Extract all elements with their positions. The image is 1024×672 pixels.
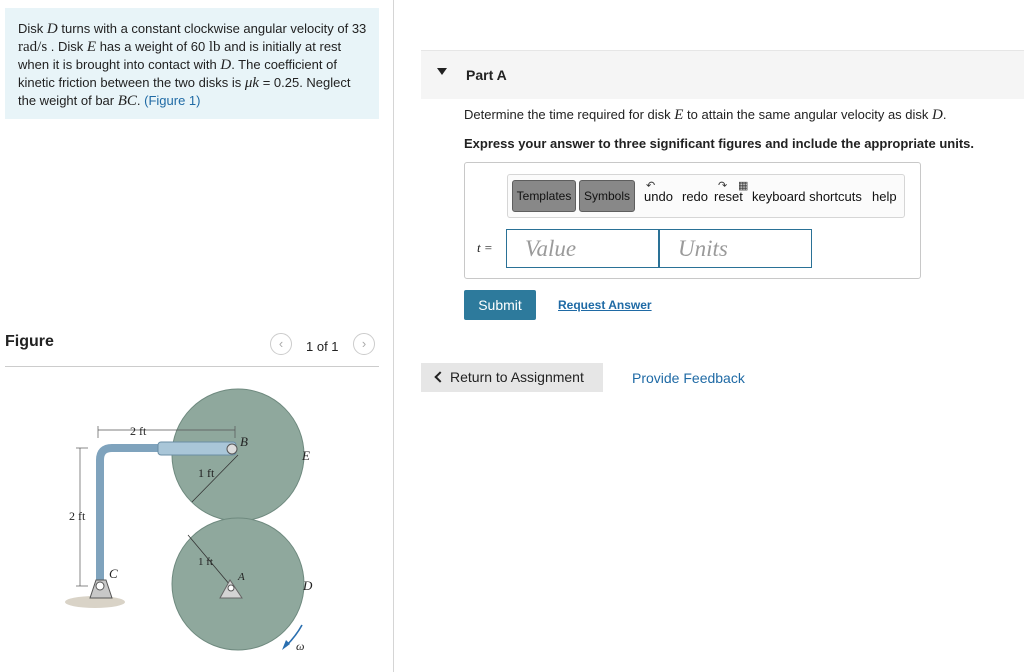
symbols-button[interactable]: Symbols [579, 180, 635, 212]
figure-pager: 1 of 1 [306, 339, 339, 354]
value-input[interactable]: Value [506, 229, 659, 268]
request-answer-link[interactable]: Request Answer [558, 298, 652, 312]
units-input[interactable]: Units [659, 229, 812, 268]
text: . [942, 107, 947, 122]
label-dim-top: 2 ft [130, 424, 147, 438]
prev-figure-button[interactable] [270, 333, 292, 355]
provide-feedback-link[interactable]: Provide Feedback [632, 370, 745, 386]
math-d: D [932, 107, 943, 123]
text: Disk [18, 21, 47, 36]
help-button[interactable]: help [872, 189, 897, 204]
chevron-left-icon: ‹ [278, 336, 284, 351]
pin-a [228, 585, 234, 591]
math-mu-k: μk [244, 75, 260, 91]
instruction-text: Express your answer to three significant figures and include the appropriate units. [464, 136, 974, 151]
next-figure-button[interactable] [353, 333, 375, 355]
templates-button[interactable]: Templates [512, 180, 576, 212]
label-c: C [109, 566, 118, 581]
keyboard-icon: ▦ [738, 180, 749, 192]
undo-icon: ↶ [646, 180, 656, 192]
reset-button[interactable]: reset [714, 189, 743, 204]
return-to-assignment-button[interactable] [421, 363, 603, 392]
label-dim-left: 2 ft [69, 509, 86, 523]
label-b: B [240, 434, 248, 449]
math-e: E [674, 107, 684, 123]
math-bc: BC [117, 93, 137, 109]
label-a: A [238, 571, 245, 583]
text: . [136, 93, 145, 108]
omega-arrowhead [282, 640, 290, 650]
problem-statement [5, 8, 379, 119]
caret-down-icon [437, 68, 447, 75]
math-toolbar [507, 174, 905, 218]
text: Determine the time required for disk [464, 107, 675, 122]
text: and is initially at rest when it is brought into contact with [18, 39, 342, 72]
redo-button[interactable]: redo [682, 189, 709, 204]
text: has a weight of 60 [96, 39, 209, 54]
label-radius-d: 1 ft [198, 556, 213, 568]
part-title: Part A [466, 67, 507, 83]
text: . Disk [47, 39, 87, 54]
math-d: D [220, 57, 232, 73]
text: = 0.25. Neglect the weight of bar [18, 75, 351, 108]
bar-b-sleeve [158, 442, 236, 455]
answer-variable-label: t = [477, 240, 493, 255]
figure-header [5, 330, 379, 367]
label-radius-e: 1 ft [198, 466, 215, 480]
chevron-right-icon: › [361, 336, 367, 351]
text: to attain the same angular velocity as disk [683, 107, 933, 122]
label-e: E [302, 448, 310, 463]
text: . The coefficient of kinetic friction between the two disks is [18, 57, 337, 90]
label-omega: ω [296, 639, 305, 653]
return-label: Return to Assignment [450, 369, 584, 385]
pin-c [96, 582, 104, 590]
figure-title: Figure [5, 333, 54, 350]
column-divider [393, 0, 394, 672]
answer-box [464, 162, 921, 279]
keyboard-shortcuts-button[interactable]: keyboard shortcuts [752, 189, 862, 204]
math-e: E [86, 39, 97, 55]
chevron-left-icon [434, 371, 445, 382]
mechanism-figure [60, 380, 320, 660]
disk-d [172, 518, 304, 650]
math-d: D [46, 21, 58, 37]
redo-icon: ↷ [718, 180, 728, 192]
pin-b [227, 444, 237, 454]
part-a-header[interactable] [421, 50, 1024, 99]
unit-lb: lb [208, 39, 221, 55]
figure-link[interactable]: (Figure 1) [144, 93, 201, 108]
question-text [464, 107, 946, 124]
unit-rad-per-s: rad/s [18, 39, 48, 55]
undo-button[interactable]: undo [644, 189, 673, 204]
text: turns with a constant clockwise angular velocity of 33 [57, 21, 367, 36]
submit-button[interactable]: Submit [464, 290, 536, 320]
label-d: D [303, 578, 313, 593]
